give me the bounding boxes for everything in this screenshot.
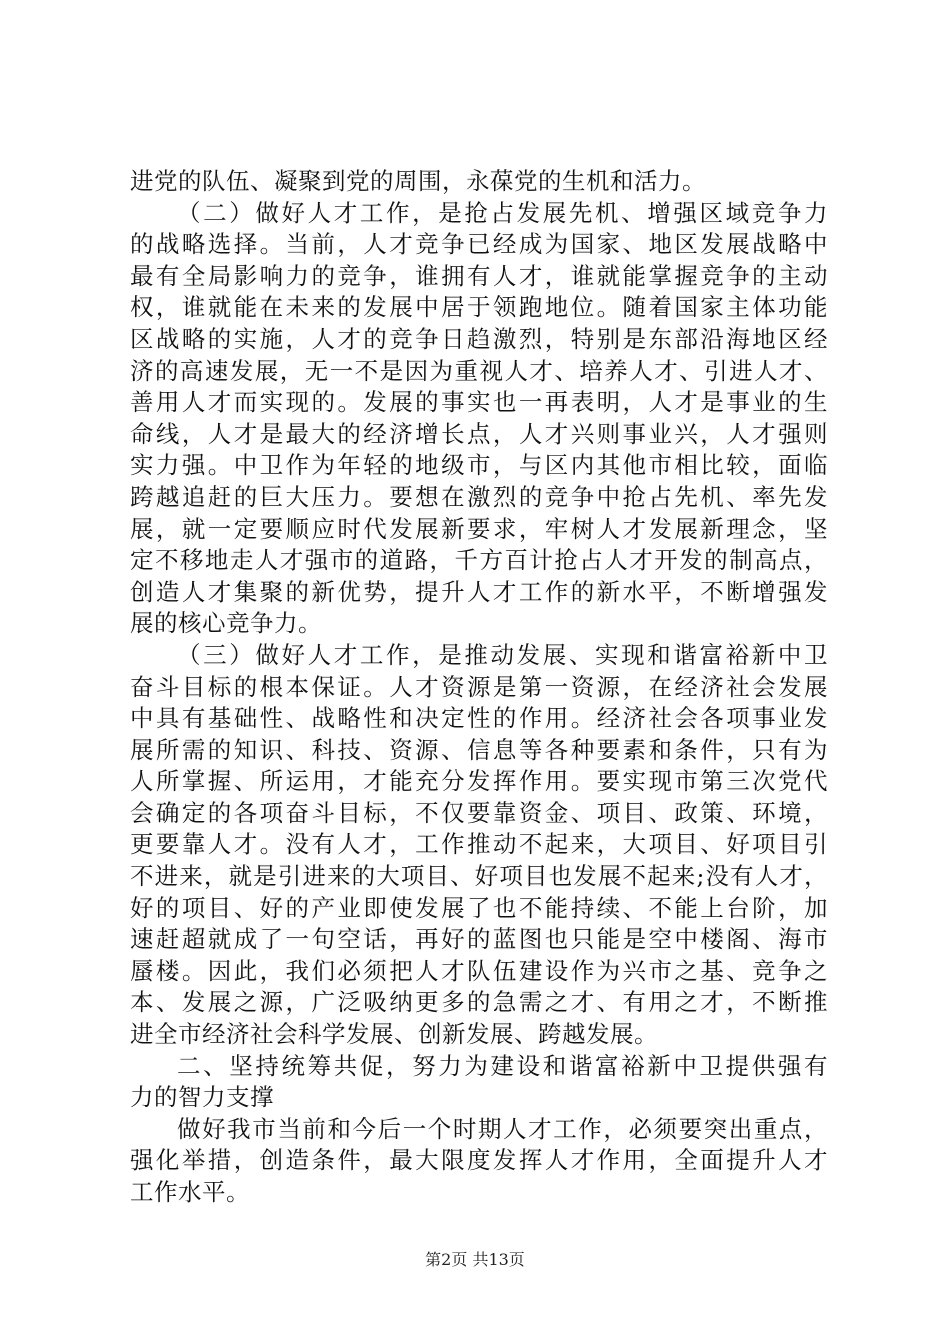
text-line: （三）做好人才工作，是推动发展、实现和谐富裕新中卫 <box>177 640 828 669</box>
text-line: （二）做好人才工作，是抢占发展先机、增强区域竞争力 <box>177 198 828 227</box>
text-line: 强化举措，创造条件，最大限度发挥人才作用，全面提升人才 <box>130 1146 828 1175</box>
text-line: 人所掌握、所运用，才能充分发挥作用。要实现市第三次党代 <box>130 767 828 796</box>
text-line: 善用人才而实现的。发展的事实也一再表明，人才是事业的生 <box>130 388 828 417</box>
text-line: 定不移地走人才强市的道路，千方百计抢占人才开发的制高点， <box>130 546 828 575</box>
document-body <box>130 166 828 1209</box>
text-line: 最有全局影响力的竞争，谁拥有人才，谁就能掌握竞争的主动 <box>130 261 828 290</box>
text-line: 区战略的实施，人才的竞争日趋激烈，特别是东部沿海地区经 <box>130 324 828 353</box>
text-line: 速赶超就成了一句空话，再好的蓝图也只能是空中楼阁、海市 <box>130 925 828 954</box>
text-line: 权，谁就能在未来的发展中居于领跑地位。随着国家主体功能 <box>130 293 828 322</box>
text-line: 展，就一定要顺应时代发展新要求，牢树人才发展新理念，坚 <box>130 514 828 543</box>
page-footer: 第2页 共13页 <box>425 1250 525 1269</box>
text-line: 不进来，就是引进来的大项目、好项目也发展不起来;没有人才， <box>130 862 828 891</box>
text-line: 的战略选择。当前，人才竞争已经成为国家、地区发展战略中 <box>130 230 828 259</box>
text-line: 实力强。中卫作为年轻的地级市，与区内其他市相比较，面临 <box>130 451 828 480</box>
text-line: 跨越追赶的巨大压力。要想在激烈的竞争中抢占先机、率先发 <box>130 482 828 511</box>
text-line: 更要靠人才。没有人才，工作推动不起来，大项目、好项目引 <box>130 830 828 859</box>
text-line: 做好我市当前和今后一个时期人才工作，必须要突出重点， <box>177 1114 828 1143</box>
text-line: 中具有基础性、战略性和决定性的作用。经济社会各项事业发 <box>130 704 828 733</box>
text-line: 命线，人才是最大的经济增长点，人才兴则事业兴，人才强则 <box>130 419 828 448</box>
text-line: 奋斗目标的根本保证。人才资源是第一资源，在经济社会发展 <box>130 672 828 701</box>
text-line: 二、坚持统筹共促，努力为建设和谐富裕新中卫提供强有 <box>177 1051 828 1080</box>
text-line: 济的高速发展，无一不是因为重视人才、培养人才、引进人才、 <box>130 356 828 385</box>
text-line: 展所需的知识、科技、资源、信息等各种要素和条件，只有为 <box>130 735 828 764</box>
text-line: 蜃楼。因此，我们必须把人才队伍建设作为兴市之基、竞争之 <box>130 956 828 985</box>
text-line: 工作水平。 <box>130 1178 250 1206</box>
text-line: 力的智力支撑 <box>130 1083 274 1112</box>
text-line: 进党的队伍、凝聚到党的周围，永葆党的生机和活力。 <box>130 167 706 195</box>
text-line: 进全市经济社会科学发展、创新发展、跨越发展。 <box>130 1020 658 1049</box>
text-line: 创造人才集聚的新优势，提升人才工作的新水平，不断增强发 <box>130 577 828 606</box>
text-line: 本、发展之源，广泛吸纳更多的急需之才、有用之才，不断推 <box>130 988 828 1017</box>
text-line: 展的核心竞争力。 <box>130 609 322 638</box>
text-line: 会确定的各项奋斗目标，不仅要靠资金、项目、政策、环境， <box>130 798 828 827</box>
text-line: 好的项目、好的产业即使发展了也不能持续、不能上台阶，加 <box>130 893 828 922</box>
